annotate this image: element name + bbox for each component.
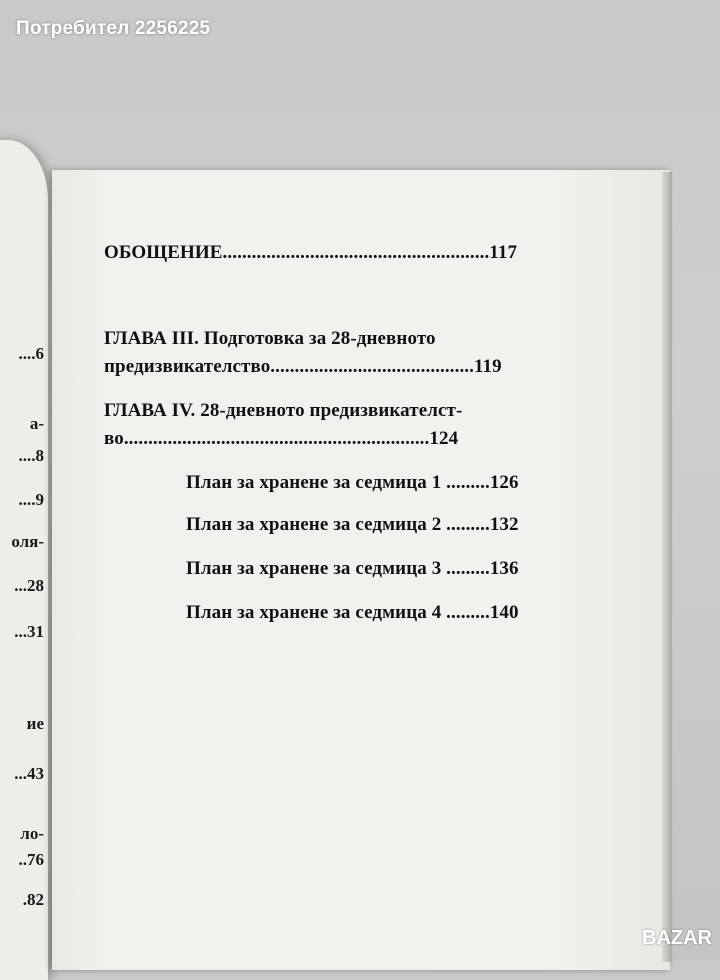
left-page-fragment: ....6 <box>18 344 44 363</box>
page-edge <box>662 172 672 962</box>
toc-entry: План за хранене за седмица 3 .........136 <box>186 558 519 579</box>
left-page-fragment: оля- <box>11 532 44 551</box>
user-watermark: Потребител 2256225 <box>16 18 211 39</box>
toc-entry: ГЛАВА IV. 28-дневното предизвикателст- <box>104 400 463 421</box>
left-page-fragment: ие <box>26 714 44 733</box>
toc-entry: предизвикателство..........................................119 <box>104 356 502 377</box>
left-page-fragment: ...43 <box>14 764 44 783</box>
left-page-fragment: .82 <box>22 890 44 909</box>
bazar-logo: BAZAR <box>642 927 712 949</box>
left-page-fragment: ...31 <box>14 622 44 641</box>
toc-entry: План за хранене за седмица 2 .........132 <box>186 514 519 535</box>
toc-entry: ГЛАВА III. Подготовка за 28-дневното <box>104 328 436 349</box>
left-page-fragment: ....9 <box>18 490 44 509</box>
toc-entry: ОБОЩЕНИЕ.......................................................117 <box>104 242 518 263</box>
left-page <box>0 140 48 980</box>
left-page-fragment: а- <box>29 414 44 433</box>
left-page-fragment: ло- <box>20 824 44 843</box>
left-page-fragment: ...28 <box>14 576 44 595</box>
toc-entry: План за хранене за седмица 4 .........140 <box>186 602 519 623</box>
left-page-fragment: ....8 <box>18 446 44 465</box>
toc-entry: во...............................................................124 <box>104 428 459 449</box>
left-page-fragment: ..76 <box>18 850 44 869</box>
toc-entry: План за хранене за седмица 1 .........126 <box>186 472 519 493</box>
